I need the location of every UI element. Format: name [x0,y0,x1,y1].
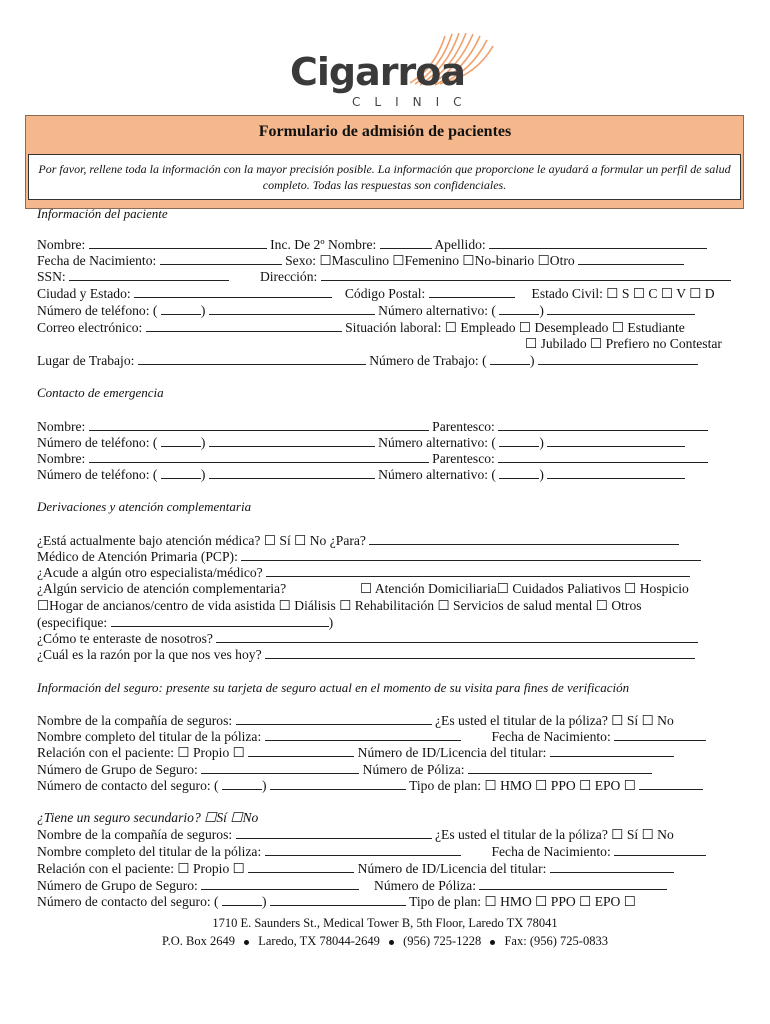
insurance2-relation-field[interactable] [248,860,354,873]
insurance-group-label: Número de Grupo de Seguro: [37,762,198,777]
patient-zip-label: Código Postal: [344,286,426,301]
insurance2-company-label: Nombre de la compañía de seguros: [37,827,233,842]
insurance2-relation-row [37,860,674,877]
insurance-contact-label: Número de contacto del seguro: ( [37,778,219,793]
insurance-policy-field[interactable] [468,761,652,774]
insurance2-group-label: Número de Grupo de Seguro: [37,878,198,893]
patient-ssn-label: SSN: [37,269,66,284]
insurance-company-row [37,712,674,729]
referral-q4-row [37,630,698,647]
insurance2-dob-field[interactable] [614,843,706,856]
insurance2-contact-label: Número de contacto del seguro: ( [37,894,219,909]
patient-work-phone-area-field[interactable] [490,352,530,365]
referral-q3: ¿Algún servicio de atención complementaria? [37,581,287,596]
section-patient-heading: Información del paciente [37,206,168,221]
emergency-phone-label: Número de teléfono: ( [37,435,158,450]
patient-second-name-field[interactable] [380,236,432,249]
insurance2-id-field[interactable] [550,860,674,873]
form-title: Formulario de admisión de pacientes [258,123,512,140]
referral-specify-label: (especifique: [37,615,108,630]
insurance2-contact-row: Número de contacto del seguro: ( ) Tipo de plan: ☐ HMO ☐ PPO ☐ EPO ☐ [37,894,636,909]
insurance2-id-label: Número de ID/Licencia del titular: [357,861,547,876]
patient-dob-label: Fecha de Nacimiento: [37,253,157,268]
patient-sex-options[interactable]: Sexo: ☐Masculino ☐Femenino ☐No-binario ☐Otro [285,253,575,268]
patient-phone-area-field[interactable] [161,302,201,315]
insurance-company-field[interactable] [236,712,432,725]
referral-q5-row [37,646,695,663]
insurance2-holder-name-field[interactable] [265,843,461,856]
referral-q3-options-2[interactable]: ☐Hogar de ancianos/centro de vida asistida ☐ Diálisis ☐ Rehabilitación ☐ Servicios de salud mental ☐ Otros [37,598,642,613]
patient-email-row [37,319,685,336]
referral-q5-field[interactable] [265,646,695,659]
referral-q2: ¿Acude a algún otro especialista/médico? [37,565,263,580]
logo-subtitle: CLINIC [352,95,476,109]
patient-workplace-row: Lugar de Trabajo: Número de Trabajo: ( ) [37,352,698,369]
patient-civil-status[interactable]: Estado Civil: ☐ S ☐ C ☐ V ☐ D [531,286,715,301]
patient-ssn-field[interactable] [69,268,229,281]
emergency-alt-phone-field[interactable] [547,466,685,479]
insurance-company-label: Nombre de la compañía de seguros: [37,713,233,728]
emergency-name-field[interactable] [89,418,429,431]
insurance-plan-other-field[interactable] [639,777,703,790]
bullet-icon [244,940,249,945]
insurance2-contact-area-field[interactable] [222,893,262,906]
patient-alt-phone-label: Número alternativo: ( [378,303,496,318]
patient-city-label: Ciudad y Estado: [37,286,131,301]
emergency-relation-field[interactable] [498,418,708,431]
insurance-holder-name-field[interactable] [265,728,461,741]
patient-phone-field[interactable] [209,302,375,315]
insurance-relation-row [37,744,674,761]
insurance-secondary-question[interactable]: ¿Tiene un seguro secundario? ☐Sí ☐No [37,810,259,825]
footer-phone: (956) 725-1228 [403,934,482,948]
patient-email-field[interactable] [146,319,342,332]
emergency-name-label: Nombre: [37,451,86,466]
emergency-relation-field[interactable] [498,450,708,463]
insurance2-policy-field[interactable] [479,877,667,890]
patient-ssn-row [37,268,731,285]
footer-contact-line [0,934,770,949]
referral-q1-field[interactable] [369,532,679,545]
patient-work-phone-label: Número de Trabajo: ( [369,353,487,368]
section-emergency-heading: Contacto de emergencia [37,385,164,400]
referral-q2-row [37,564,690,581]
insurance2-group-row [37,877,667,894]
referral-q3-row [37,581,286,597]
footer-fax: Fax: (956) 725-0833 [504,934,608,948]
patient-address-field[interactable] [321,268,731,281]
insurance-id-field[interactable] [550,744,674,757]
insurance-contact-field[interactable] [270,777,406,790]
emergency-phone-field[interactable] [209,466,375,479]
emergency-relation-label: Parentesco: [432,451,495,466]
patient-alt-phone-field[interactable] [547,302,695,315]
patient-sex-other-field[interactable] [578,252,684,265]
footer-po-box: P.O. Box 2649 [162,934,235,948]
insurance-relation-field[interactable] [248,744,354,757]
section-insurance-heading: Información del seguro: presente su tarjeta de seguro actual en el momento de su visita para fines de verificación [37,680,630,695]
referral-q1-row [37,532,679,549]
insurance2-company-row [37,826,674,843]
insurance-contact-row: Número de contacto del seguro: ( ) Tipo de plan: ☐ HMO ☐ PPO ☐ EPO ☐ [37,777,703,794]
patient-city-row [37,285,715,302]
patient-work-status-2[interactable]: ☐ Jubilado ☐ Prefiero no Contestar [525,336,722,351]
patient-work-status[interactable]: Situación laboral: ☐ Empleado ☐ Desempleado ☐ Estudiante [345,320,685,335]
referral-pcp-label: Médico de Atención Primaria (PCP): [37,549,238,564]
emergency-phone-row-1: Número de teléfono: ( ) Número alternativo: ( ) [37,434,685,451]
logo-name: Cigarroa [290,50,465,94]
patient-name-label: Nombre: [37,237,86,252]
patient-email-label: Correo electrónico: [37,320,143,335]
referral-q4: ¿Cómo te enteraste de nosotros? [37,631,213,646]
emergency-name-field[interactable] [89,450,429,463]
patient-second-name-label: Inc. De 2º Nombre: [270,237,377,252]
emergency-name-row-1 [37,418,708,435]
patient-phone-label: Número de teléfono: ( [37,303,158,318]
insurance-id-label: Número de ID/Licencia del titular: [357,745,547,760]
emergency-relation-label: Parentesco: [432,419,495,434]
referral-pcp-row [37,548,701,565]
patient-dob-row [37,252,684,269]
emergency-phone-row-2: Número de teléfono: ( ) Número alternativo: ( ) [37,466,685,483]
insurance2-company-field[interactable] [236,826,432,839]
referral-pcp-field[interactable] [241,548,701,561]
insurance-dob-label: Fecha de Nacimiento: [491,729,611,744]
referral-q1[interactable]: ¿Está actualmente bajo atención médica? ☐ Sí ☐ No ¿Para? [37,533,366,548]
emergency-alt-phone-field[interactable] [547,434,685,447]
insurance2-holder-name-label: Nombre completo del titular de la póliza: [37,844,262,859]
insurance-holder-name-label: Nombre completo del titular de la póliza: [37,729,262,744]
emergency-phone-field[interactable] [209,434,375,447]
insurance-policy-label: Número de Póliza: [362,762,465,777]
insurance2-dob-label: Fecha de Nacimiento: [491,844,611,859]
insurance2-holder-row [37,843,706,860]
emergency-phone-label: Número de teléfono: ( [37,467,158,482]
patient-zip-field[interactable] [429,285,515,298]
bullet-icon [490,940,495,945]
insurance-holder-row [37,728,706,745]
insurance2-policy-label: Número de Póliza: [374,878,476,893]
patient-name-field[interactable] [89,236,267,249]
insurance-plan-options[interactable]: Tipo de plan: ☐ HMO ☐ PPO ☐ EPO ☐ [409,778,636,793]
patient-phone-row: Número de teléfono: ( ) Número alternativo: ( ) [37,302,695,319]
section-referrals-heading: Derivaciones y atención complementaria [37,499,252,514]
insurance-group-field[interactable] [201,761,359,774]
referral-specify-row: (especifique: ) [37,615,334,630]
referral-q3-options[interactable]: ☐ Atención Domiciliaria☐ Cuidados Paliativos ☐ Hospicio [360,581,689,596]
referral-q4-field[interactable] [216,630,698,643]
insurance2-plan-options[interactable]: Tipo de plan: ☐ HMO ☐ PPO ☐ EPO ☐ [409,894,636,909]
emergency-phone-area-field[interactable] [161,466,201,479]
referral-q2-field[interactable] [266,564,690,577]
emergency-alt-phone-label: Número alternativo: ( [378,467,496,482]
patient-address-label: Dirección: [259,269,318,284]
patient-dob-field[interactable] [160,252,282,265]
patient-alt-phone-area-field[interactable] [499,302,539,315]
patient-surname-label: Apellido: [434,237,486,252]
insurance2-group-field[interactable] [201,877,359,890]
emergency-alt-phone-label: Número alternativo: ( [378,435,496,450]
intro-text: Por favor, rellene toda la información con la mayor precisión posible. La información que proporcione le ayudará a formular un perfil de salud completo. Todas las respuestas son confidenciales. [28,154,741,200]
footer-city: Laredo, TX 78044-2649 [258,934,380,948]
insurance-contact-area-field[interactable] [222,777,262,790]
insurance-relation-options[interactable]: Relación con el paciente: ☐ Propio ☐ [37,745,245,760]
insurance2-relation-options[interactable]: Relación con el paciente: ☐ Propio ☐ [37,861,245,876]
insurance-group-row [37,761,652,778]
patient-surname-field[interactable] [489,236,707,249]
emergency-name-label: Nombre: [37,419,86,434]
emergency-name-row-2 [37,450,708,467]
emergency-phone-area-field[interactable] [161,434,201,447]
patient-work-phone-field[interactable] [538,352,698,365]
patient-city-field[interactable] [134,285,332,298]
referral-specify-field[interactable] [111,614,329,627]
insurance2-contact-field[interactable] [270,893,406,906]
footer-address: 1710 E. Saunders St., Medical Tower B, 5th Floor, Laredo TX 78041 [212,916,558,930]
insurance-dob-field[interactable] [614,728,706,741]
patient-name-row [37,236,707,253]
insurance-holder-question[interactable]: ¿Es usted el titular de la póliza? ☐ Sí ☐ No [434,713,674,728]
patient-workplace-label: Lugar de Trabajo: [37,353,135,368]
referral-q5: ¿Cuál es la razón por la que nos ves hoy? [37,647,262,662]
patient-workplace-field[interactable] [138,352,366,365]
emergency-alt-phone-area-field[interactable] [499,466,539,479]
bullet-icon [389,940,394,945]
insurance2-holder-question[interactable]: ¿Es usted el titular de la póliza? ☐ Sí ☐ No [434,827,674,842]
emergency-alt-phone-area-field[interactable] [499,434,539,447]
